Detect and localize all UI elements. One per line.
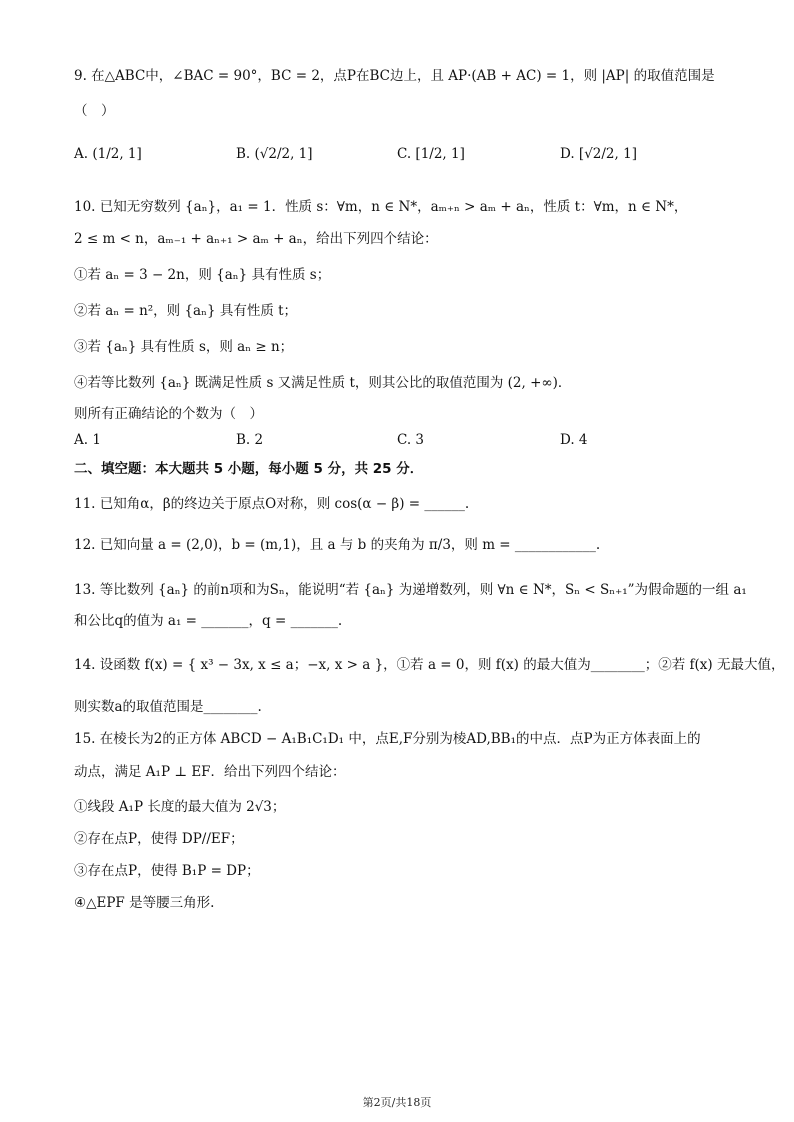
q9-stem: 9. 在△ABC中，∠BAC = 90°，BC = 2，点P在BC边上，且 AP·(AB + AC) = 1，则 |AP| 的取值范围是 [74,68,715,84]
q12: 12. 已知向量 a = (2,0)，b = (m,1)，且 a 与 b 的夹角为 π/3，则 m = ____________. [74,537,601,553]
q9-option-a: A. (1/2, 1] [74,146,142,162]
page-footer: 第2页/共18页 [362,1096,432,1109]
q15-item-2: ②存在点P，使得 DP//EF； [74,831,244,847]
q15-stem-cont: 动点，满足 A₁P ⊥ EF．给出下列四个结论： [74,764,346,780]
q10-item-2: ②若 aₙ = n²，则 {aₙ} 具有性质 t； [74,303,298,319]
q10-prompt: 则所有正确结论的个数为（ ） [74,406,263,422]
q9-option-c: C. [1/2, 1] [397,146,465,162]
q10-option-a: A. 1 [74,432,101,448]
q9-brackets: （ ） [74,103,115,119]
q15-stem: 15. 在棱长为2的正方体 ABCD − A₁B₁C₁D₁ 中，点E,F分别为棱AD,BB₁的中点．点P为正方体表面上的 [74,731,701,747]
section-heading-fill-in: 二、填空题：本大题共 5 小题，每小题 5 分，共 25 分． [74,461,424,477]
q9-options [74,146,734,170]
q11: 11. 已知角α，β的终边关于原点O对称，则 cos(α − β) = ______. [74,496,470,512]
q10-item-4: ④若等比数列 {aₙ} 既满足性质 s 又满足性质 t，则其公比的取值范围为 (2, +∞)． [74,375,572,391]
q10-item-3: ③若 {aₙ} 具有性质 s，则 aₙ ≥ n； [74,339,294,355]
q10-item-1: ①若 aₙ = 3 − 2n，则 {aₙ} 具有性质 s； [74,267,331,283]
q10-option-d: D. 4 [560,432,588,448]
q13-stem-cont: 和公比q的值为 a₁ = _______，q = _______. [74,613,343,629]
q10-stem: 10. 已知无穷数列 {aₙ}，a₁ = 1．性质 s：∀m，n ∈ N*，aₘ₊ₙ > aₘ + aₙ，性质 t：∀m，n ∈ N*， [74,199,688,215]
q10-options [74,432,734,456]
q15-item-3: ③存在点P，使得 B₁P = DP； [74,863,260,879]
q14-stem: 14. 设函数 f(x) = { x³ − 3x, x ≤ a；−x, x > a }，①若 a = 0，则 f(x) 的最大值为________；②若 f(x) 无最大值， [74,657,785,673]
q14-stem-cont: 则实数a的取值范围是________. [74,699,262,715]
q15-item-4: ④△EPF 是等腰三角形. [74,895,215,911]
q9-option-d: D. [√2/2, 1] [560,146,637,162]
q13-stem: 13. 等比数列 {aₙ} 的前n项和为Sₙ，能说明“若 {aₙ} 为递增数列，则 ∀n ∈ N*，Sₙ < Sₙ₊₁”为假命题的一组 a₁ [74,582,747,598]
q10-option-b: B. 2 [236,432,264,448]
q10-option-c: C. 3 [397,432,425,448]
q9-option-b: B. (√2/2, 1] [236,146,313,162]
q10-stem-cont: 2 ≤ m < n，aₘ₋₁ + aₙ₊₁ > aₘ + aₙ，给出下列四个结论： [74,231,438,247]
q15-item-1: ①线段 A₁P 长度的最大值为 2√3； [74,799,286,815]
